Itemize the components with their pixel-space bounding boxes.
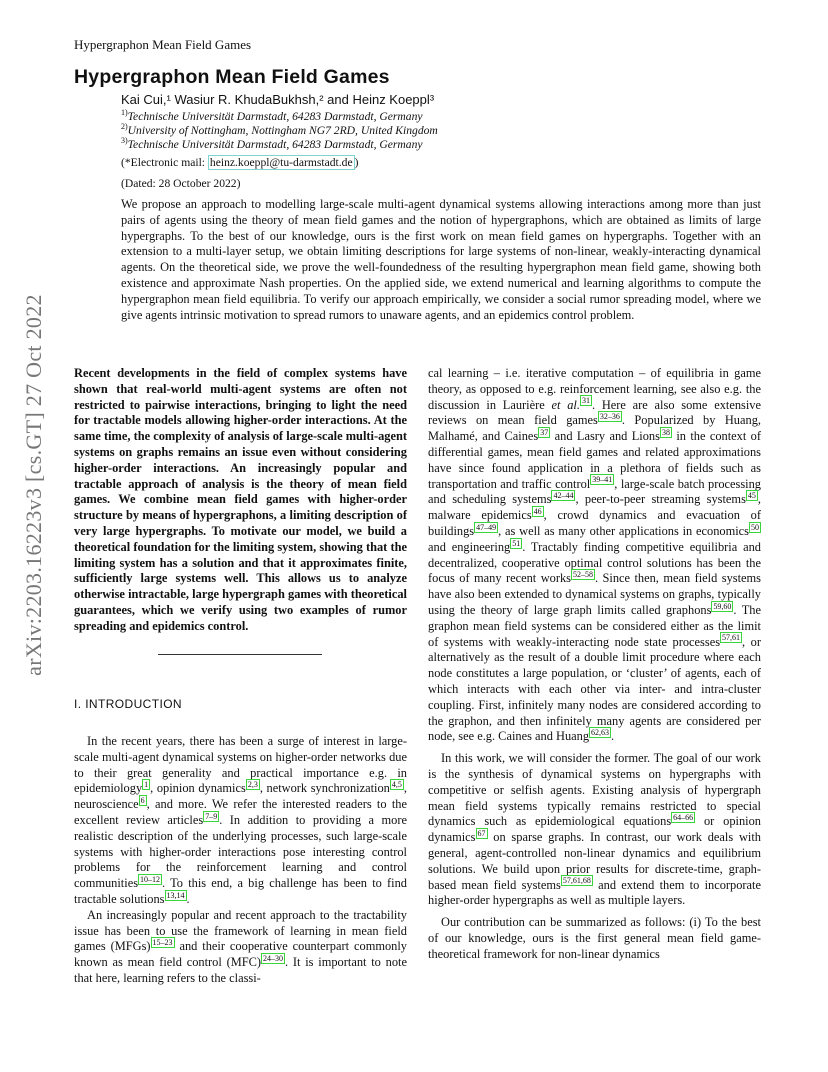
- affiliation-3: $^{3)}$Technische Universität Darmstadt, 64283 Darmstadt, Germany: [121, 136, 423, 151]
- citation-link[interactable]: 31: [581, 396, 590, 406]
- contact-email-line: (*Electronic mail: heinz.koeppl@tu-darmstadt.de ): [121, 156, 359, 169]
- separator-rule: [158, 654, 322, 655]
- text-segment: , opinion dynamics: [150, 781, 246, 796]
- text-segment: on sparse graphs. In contrast, our work deals with general, agent-controlled non-linear dynamics and equilibrium solutions. We build upon prior results for discrete-time, graph-based mean field systems: [428, 830, 761, 892]
- citation-link[interactable]: 67: [477, 828, 486, 838]
- text-segment: and extend them to incorporate higher-order hypergraphs as well as multiple layers.: [428, 877, 761, 908]
- text-segment: In this work, we will consider the former. The goal of our work is the synthesis of dynamical systems on hypergraphs with competitive or selfish agents. Existing analysis of hypergraph mean field systems typically remains restricted to special dynamics such as epidemiological equations: [428, 751, 761, 829]
- text-segment: , neuroscience: [74, 781, 407, 812]
- right-paragraph-2: [428, 751, 761, 909]
- date-line: (Dated: 28 October 2022): [121, 177, 241, 190]
- text-segment: , crowd dynamics and evacuation of buildings: [428, 508, 761, 538]
- citation-link[interactable]: 10–12: [140, 875, 161, 885]
- text-segment: in the context of differential games, mean field games and related approximations have since found application in a plethora of fields such as transportation and traffic control: [428, 429, 761, 491]
- citation-link[interactable]: 64–66: [673, 813, 694, 823]
- citation-link[interactable]: 57,61,68: [562, 876, 591, 886]
- citation-link[interactable]: 45: [747, 491, 756, 501]
- citation-link[interactable]: 42–44: [553, 491, 574, 501]
- text-segment: . To this end, a big challenge has been to find tractable solutions: [74, 876, 407, 906]
- italic-text: et al.: [551, 397, 580, 412]
- citation-link[interactable]: 59,60: [713, 601, 732, 611]
- citation-link[interactable]: 15–23: [152, 938, 173, 948]
- text-segment: . Tractably finding competitive equilibria and decentralized, cooperative optimal control solutions has been the focus of many recent works: [428, 539, 761, 586]
- arxiv-id-text: arXiv:2203.16223v3 [cs.GT] 27 Oct 2022: [21, 294, 46, 676]
- text-segment: . It is important to note that here, learning refers to the classi-: [74, 955, 407, 985]
- citation-link[interactable]: 46: [533, 507, 542, 517]
- text-segment: . The graphon mean field systems can be considered either as the limit of systems with weakly-interacting node state processes: [428, 602, 761, 649]
- citation-link[interactable]: 52–58: [572, 570, 593, 580]
- citation-link[interactable]: 7–9: [205, 811, 218, 821]
- text-segment: and engineering: [428, 539, 511, 554]
- right-paragraph-3: Our contribution can be summarized as follows: (i) To the best of our knowledge, ours is the first general mean field game-theoretical framework for non-linear dynamics: [428, 915, 761, 961]
- citation-link[interactable]: 51: [512, 538, 521, 548]
- citation-link[interactable]: 50: [751, 522, 759, 532]
- text-segment: , and more. We refer the interested readers to the excellent review articles: [74, 797, 407, 827]
- paper-title: Hypergraphon Mean Field Games: [74, 66, 390, 88]
- introduction-left-column: [74, 734, 407, 987]
- citation-link[interactable]: 39–41: [592, 475, 613, 485]
- citation-link[interactable]: 13,14: [166, 890, 185, 900]
- citation-link[interactable]: 24–30: [263, 954, 284, 964]
- text-segment: In the recent years, there has been a surge of interest in large-scale multi-agent dynamical systems on higher-order networks due to their great generality and practical importance e.g. in epidemiology: [74, 734, 407, 796]
- intro-paragraph-2: [74, 908, 407, 987]
- text-segment: , peer-to-peer streaming systems: [575, 492, 746, 507]
- author-list: Kai Cui,¹ Wasiur R. KhudaBukhsh,² and Heinz Koeppl³: [121, 92, 435, 107]
- text-segment: , malware epidemics: [428, 492, 761, 523]
- text-segment: , large-scale batch processing and scheduling systems: [428, 476, 761, 507]
- lead-paragraph: Recent developments in the field of complex systems have shown that real-world multi-agent systems are often not restricted to pairwise interactions, bringing to light the need for tractable models allowing higher-order interactions. At the same time, the complexity of analysis of large-scale multi-agent systems on graphs remains an issue even without considering higher-order interactions. An increasingly popular and tractable approach of analysis is the theory of mean field games. We combine mean field games with higher-order structure by means of hypergraphons, a limiting description of very large hypergraphs. To motivate our model, we build a theoretical foundation for the limiting system, showing that the limiting system has a solution and that it approximates finite, sufficiently large systems well. This allows us to analyze otherwise intractable, large hypergraph games with theoretical guarantees, which we verify using two examples of rumor spreading and epidemics control.: [74, 366, 407, 633]
- arxiv-identifier: [22, 290, 46, 680]
- affiliation-2: $^{2)}$University of Nottingham, Nottingham NG7 2RD, United Kingdom: [121, 122, 438, 137]
- citation-link[interactable]: 62,63: [591, 728, 610, 738]
- text-segment: , or alternatively as the result of a double limit procedure where each node constitutes a large population, or ‘cluster’ of agents, each of which interacts with each other via inter- and intra-cluster coupling. First, infinitely many nodes are considered according to the graphon, and then infinitely many agents are considered per node, see e.g. Caines and Huang: [428, 634, 761, 744]
- text-segment: An increasingly popular and recent approach to the tractability issue has been to use the framework of learning in mean field games (MFGs): [74, 907, 407, 954]
- text-segment: . In addition to providing a more realistic description of the underlying processes, such large-scale systems with higher-order interactions pose interesting control problems for the reinforcement learning and control communities: [74, 812, 407, 891]
- right-paragraph-1: [428, 366, 761, 745]
- running-head: Hypergraphon Mean Field Games: [74, 37, 252, 52]
- abstract: We propose an approach to modelling large-scale multi-agent dynamical systems allowing interactions among more than just pairs of agents using the theory of mean field games and the notion of hypergraphons, which are obtained as limits of large hypergraphs. To the best of our knowledge, ours is the first work on mean field games on hypergraphs. Together with an extension to a multi-layer setup, we obtain limiting descriptions for large systems of non-linear, weakly-interacting dynamical agents. On the theoretical side, we prove the well-foundedness of the resulting hypergraphon mean field game, showing both existence and approximate Nash properties. On the applied side, we extend numerical and learning algorithms to compute the hypergraphon mean field equilibria. To verify our approach empirically, we consider a social rumor spreading model, where we give agents intrinsic motivation to spread rumors to unaware agents, and an epidemics control problem.: [121, 197, 761, 322]
- text-segment: . Since then, mean field systems have also been extended to dynamical systems on graphs, typically using the theory of large graph limits called graphons: [428, 571, 761, 617]
- text-segment: and their cooperative counterpart commonly known as mean field control (MFC): [74, 939, 408, 970]
- text-segment: , network synchronization: [259, 781, 390, 796]
- intro-paragraph-1: [74, 734, 407, 908]
- citation-link[interactable]: 2,3: [247, 780, 258, 790]
- citation-link[interactable]: 37: [540, 428, 549, 438]
- citation-link[interactable]: 38: [661, 428, 670, 438]
- citation-link[interactable]: 32–36: [599, 412, 620, 422]
- text-segment: , as well as many other applications in economics: [498, 523, 749, 538]
- citation-link[interactable]: 6: [140, 796, 145, 806]
- text-segment: and Lasry and Lions: [550, 429, 660, 444]
- text-segment: cal learning – i.e. iterative computation – of equilibria in game theory, as opposed to e.g. reinforcement learning, see also e.g. the discussion in Laurière: [428, 366, 761, 412]
- citation-link[interactable]: 1: [144, 780, 149, 790]
- citation-link[interactable]: 47–49: [476, 522, 497, 532]
- text-segment: .: [186, 891, 190, 906]
- text-segment: .: [611, 729, 615, 744]
- email-link[interactable]: heinz.koeppl@tu-darmstadt.de: [209, 156, 353, 169]
- right-column: [428, 366, 761, 962]
- text-segment: . Popularized by Huang, Malhamé, and Caines: [428, 413, 761, 444]
- citation-link[interactable]: 57,61: [722, 633, 741, 643]
- citation-link[interactable]: 4,5: [391, 780, 402, 790]
- text-segment: . Here are also some extensive reviews on mean field games: [428, 397, 761, 428]
- section-heading-introduction: I. INTRODUCTION: [74, 697, 182, 711]
- affiliation-1: $^{1)}$Technische Universität Darmstadt, 64283 Darmstadt, Germany: [121, 108, 423, 123]
- text-segment: or opinion dynamics: [428, 814, 761, 845]
